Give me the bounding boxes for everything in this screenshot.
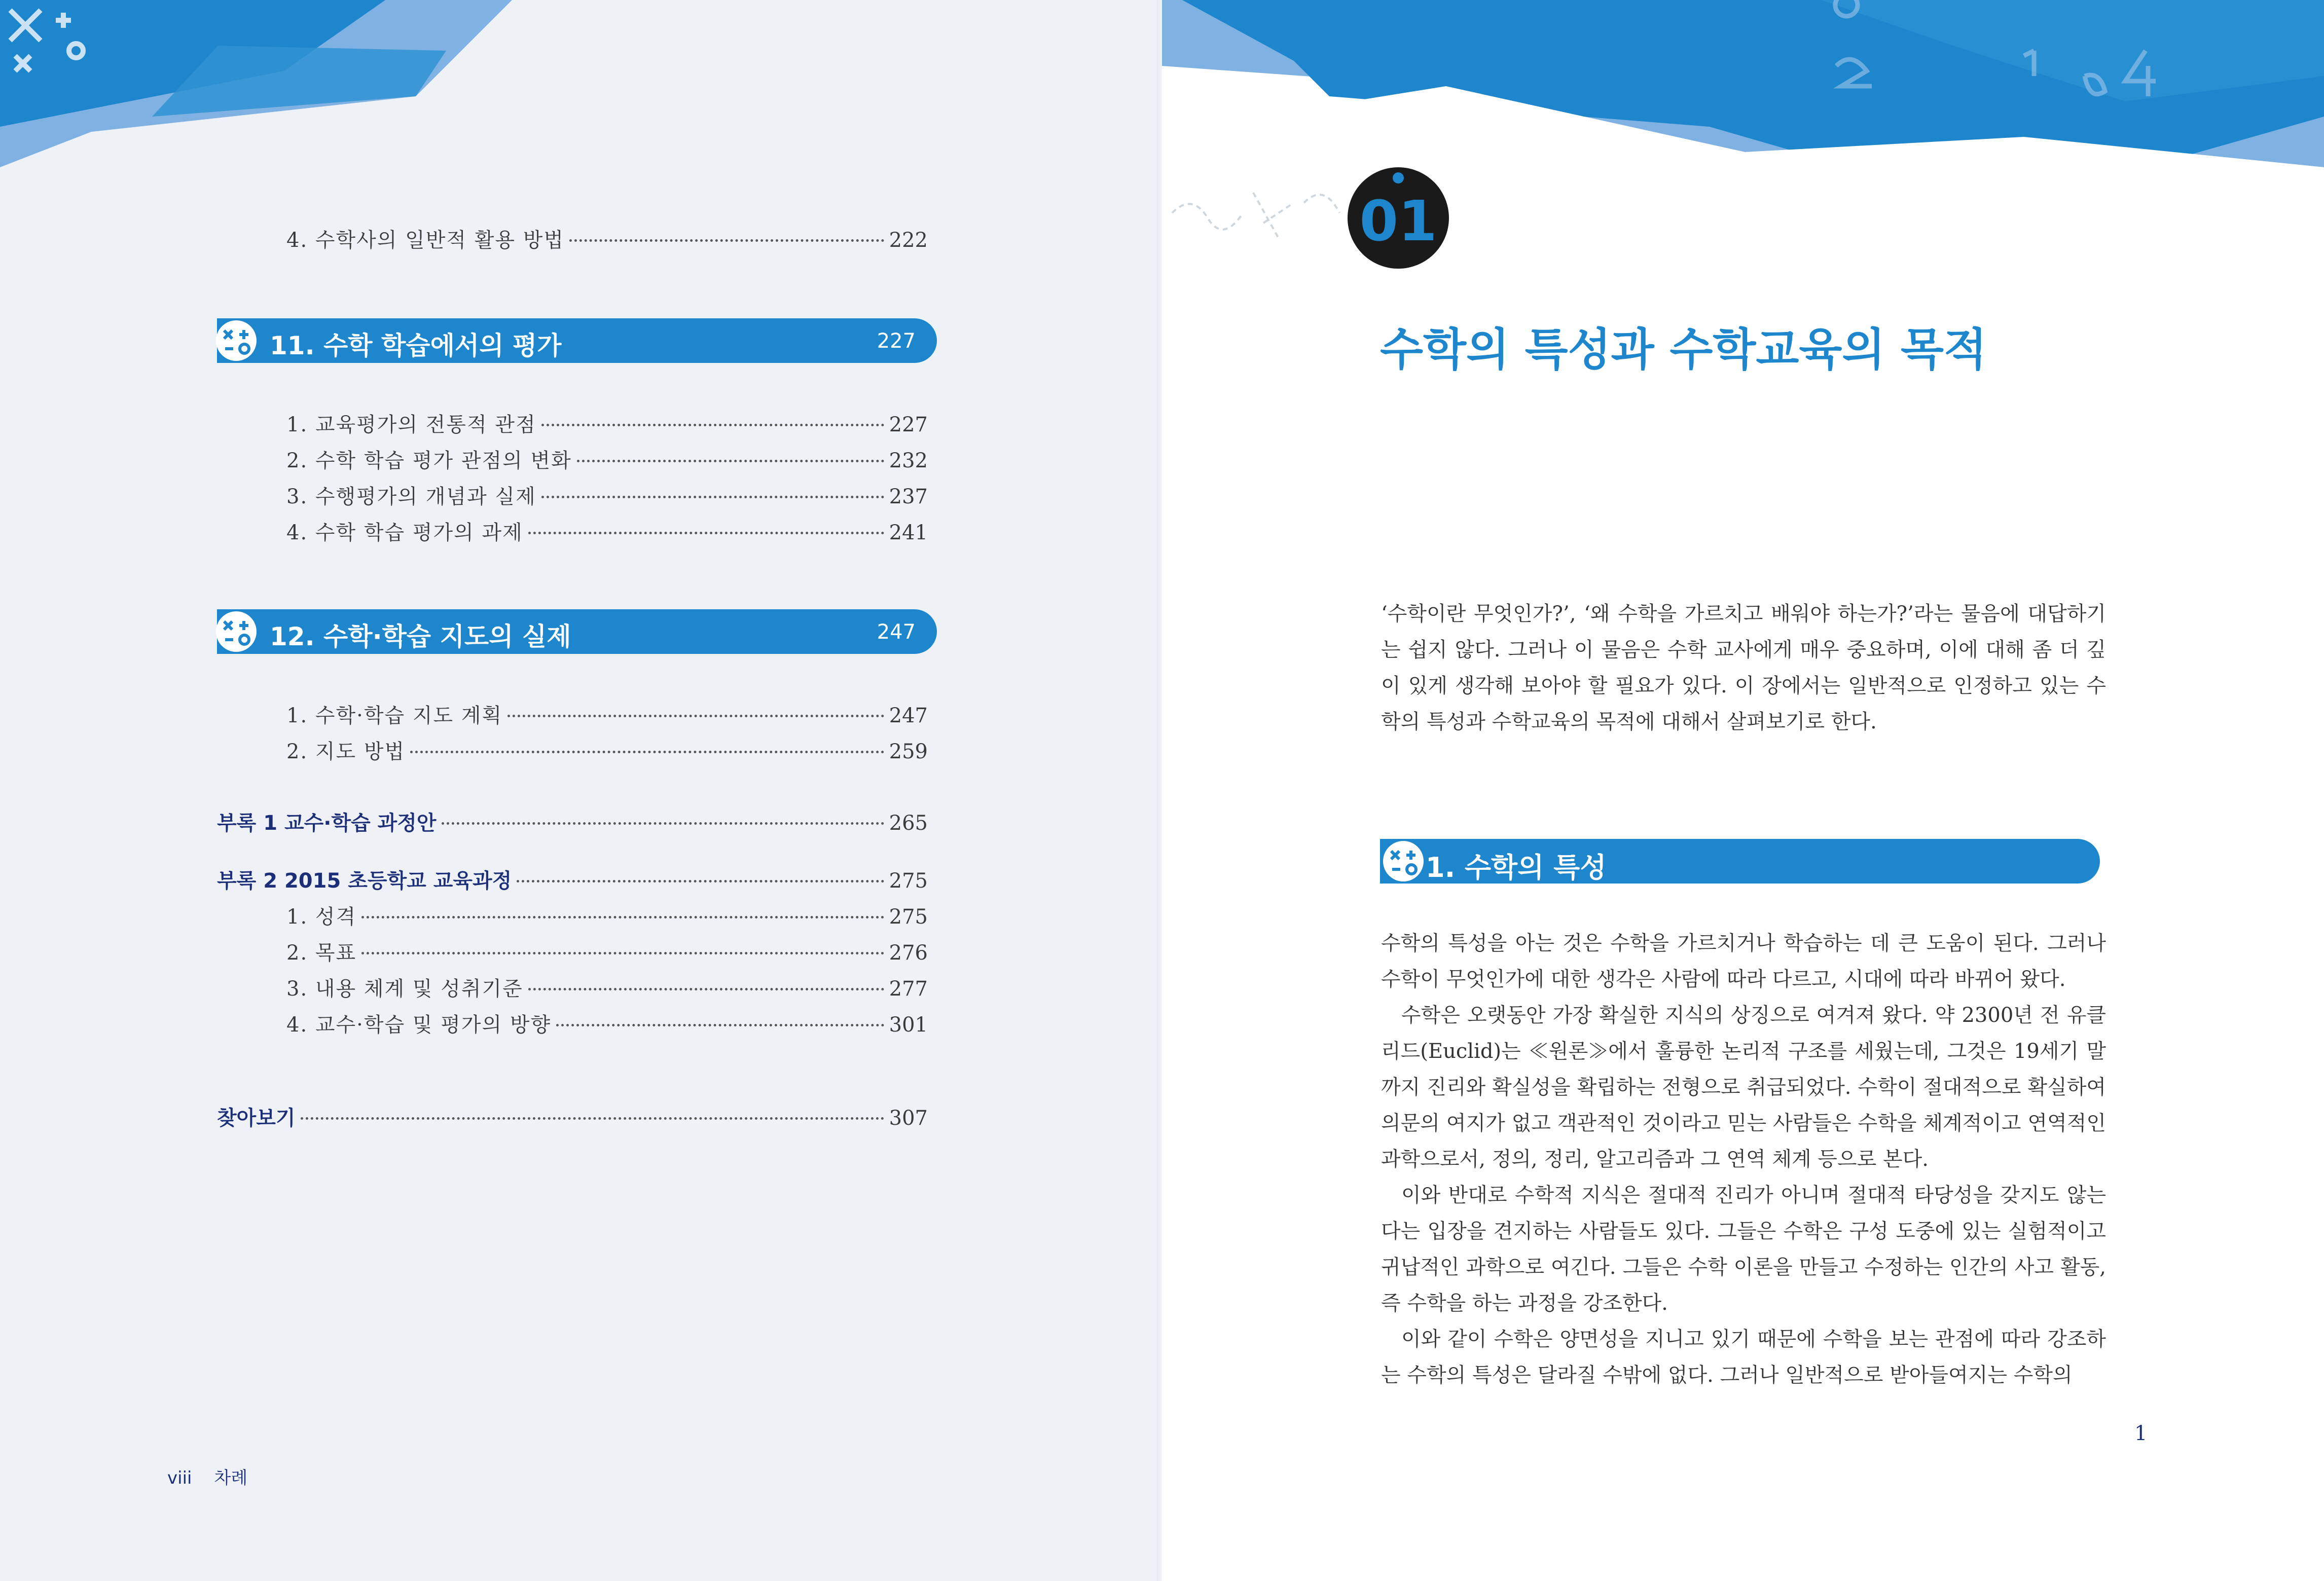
chapter-number: 01 (1359, 189, 1437, 253)
toc-entry-page: 227 (889, 413, 928, 436)
toc-entry-title: 부록 2 2015 초등학교 교육과정 (217, 869, 512, 893)
toc-entry[interactable] (286, 481, 928, 509)
page-number: viii (167, 1468, 192, 1488)
body-paragraph: 이와 반대로 수학적 지식은 절대적 진리가 아니며 절대적 타당성을 갖지도 않는다는 입장을 견지하는 사람들도 있다. 그들은 수학은 구성 도중에 있는 실험적이고 귀납적인 과학으로 여긴다. 그들은 수학 이론을 만들고 수정하는 인간의 사고 활동, 즉 수학을 하는 과정을 강조한다. (1381, 1184, 2106, 1315)
toc-entry-title: 4. 수학 학습 평가의 과제 (286, 521, 523, 544)
dot-leader (301, 1117, 884, 1120)
toc-entry-title: 부록 1 교수·학습 과정안 (217, 812, 437, 835)
toc-entry-title: 찾아보기 (217, 1107, 296, 1130)
dot-leader (569, 239, 884, 242)
section-title: 1. 수학의 특성 (1426, 852, 1607, 884)
chapter-title: 11. 수학 학습에서의 평가 (270, 331, 562, 360)
toc-entry-page: 237 (889, 485, 928, 508)
toc-entry[interactable] (286, 409, 928, 437)
right-page (1162, 0, 2324, 1581)
chapter-number-badge (1348, 167, 1449, 269)
toc-entry-page: 307 (889, 1107, 928, 1130)
toc-entry-page: 301 (889, 1013, 928, 1037)
toc-entry-page: 247 (889, 704, 928, 727)
number-doodle-decoration (1172, 193, 1339, 238)
chapter-intro (1381, 596, 2106, 740)
intro-paragraph: ‘수학이란 무엇인가?’, ‘왜 수학을 가르치고 배워야 하는가?’라는 물음에 대답하기는 쉽지 않다. 그러나 이 물음은 수학 교사에게 매우 중요하며, 이에 대해 좀 더 깊이 있게 생각해 보아야 할 필요가 있다. 이 장에서는 일반적으로 인정하고 있는 수학의 특성과 수학교육의 목적에 대해서 살펴보기로 한다. (1381, 602, 2106, 733)
toc-entry[interactable] (286, 445, 928, 473)
toc-entry-title: 1. 성격 (286, 905, 357, 929)
toc-entry-page: 232 (889, 449, 928, 472)
toc-entry-title: 3. 수행평가의 개념과 실제 (286, 485, 536, 508)
toc-index[interactable] (217, 1102, 928, 1130)
dot-leader (410, 751, 884, 753)
math-symbol-icon (1382, 840, 1425, 883)
page-footer (167, 1464, 270, 1489)
dot-leader (528, 532, 884, 534)
math-symbol-icon (215, 319, 258, 362)
toc-entry-title: 4. 수학사의 일반적 활용 방법 (286, 229, 565, 252)
toc-appendix-2[interactable] (217, 865, 928, 893)
toc-entry[interactable] (286, 224, 928, 252)
dot-leader (577, 460, 884, 462)
chapter-heading-12[interactable] (217, 609, 937, 654)
section-heading[interactable] (1380, 839, 2100, 884)
toc-entry-title: 2. 목표 (286, 941, 357, 965)
dot-leader (361, 916, 884, 918)
toc-entry[interactable] (286, 973, 928, 1001)
dot-leader (541, 496, 884, 498)
chapter-title: 수학의 특성과 수학교육의 목적 (1380, 323, 1987, 376)
body-paragraph: 수학은 오랫동안 가장 확실한 지식의 상징으로 여겨져 왔다. 약 2300년 전 유클리드(Euclid)는 ≪원론≫에서 훌륭한 논리적 구조를 세웠는데, 그것은 19세기 말까지 진리와 확실성을 확립하는 전형으로 취급되었다. 수학이 절대적으로 확실하여 의문의 여지가 없고 객관적인 것이라고 믿는 사람들은 수학을 체계적이고 연역적인 과학으로서, 정의, 정리, 알고리즘과 그 연역 체계 등으로 본다. (1381, 1004, 2106, 1171)
dot-leader (528, 988, 884, 990)
dot-leader (517, 880, 884, 883)
math-symbol-icon (215, 610, 258, 653)
toc-entry[interactable] (286, 517, 928, 545)
toc-entry-page: 277 (889, 977, 928, 1001)
toc-entry-page: 276 (889, 941, 928, 965)
toc-entry-page: 275 (889, 905, 928, 929)
toc-appendix-1[interactable] (217, 807, 928, 835)
toc-entry-title: 1. 수학·학습 지도 계획 (286, 704, 503, 727)
section-body (1381, 926, 2106, 1393)
toc-entry[interactable] (286, 901, 928, 929)
dot-leader (442, 822, 884, 825)
toc-entry[interactable] (286, 736, 928, 764)
footer-label: 차례 (214, 1468, 248, 1488)
top-banner (1162, 0, 2324, 355)
chapter-page: 247 (877, 620, 916, 644)
dot-leader (541, 424, 884, 426)
chapter-heading-11[interactable] (217, 318, 937, 363)
body-paragraph: 수학의 특성을 아는 것은 수학을 가르치거나 학습하는 데 큰 도움이 된다. 그러나 수학이 무엇인가에 대한 생각은 사람에 따라 다르고, 시대에 따라 바뀌어 왔다. (1381, 932, 2106, 991)
dot-leader (361, 952, 884, 954)
toc-entry[interactable] (286, 700, 928, 728)
toc-entry-page: 222 (889, 229, 928, 252)
toc-entry-title: 1. 교육평가의 전통적 관점 (286, 413, 536, 436)
toc-entry-title: 2. 지도 방법 (286, 740, 406, 763)
dot-leader (507, 715, 884, 717)
page-number: 1 (2134, 1422, 2148, 1445)
chapter-title: 12. 수학·학습 지도의 실제 (270, 622, 571, 651)
badge-dot (1393, 172, 1404, 183)
dot-leader (556, 1024, 884, 1026)
chapter-page: 227 (877, 329, 916, 353)
top-banner (0, 0, 1162, 182)
toc-entry-page: 265 (889, 812, 928, 835)
toc-entry[interactable] (286, 1009, 928, 1037)
toc-entry-page: 241 (889, 521, 928, 544)
toc-entry-page: 259 (889, 740, 928, 763)
toc-entry-page: 275 (889, 869, 928, 893)
toc-entry-title: 2. 수학 학습 평가 관점의 변화 (286, 449, 572, 472)
body-paragraph: 이와 같이 수학은 양면성을 지니고 있기 때문에 수학을 보는 관점에 따라 강조하는 수학의 특성은 달라질 수밖에 없다. 그러나 일반적으로 받아들여지는 수학의 (1381, 1328, 2106, 1387)
toc-entry-title: 4. 교수·학습 및 평가의 방향 (286, 1013, 552, 1037)
toc-entry[interactable] (286, 937, 928, 965)
toc-entry-title: 3. 내용 체계 및 성취기준 (286, 977, 523, 1001)
